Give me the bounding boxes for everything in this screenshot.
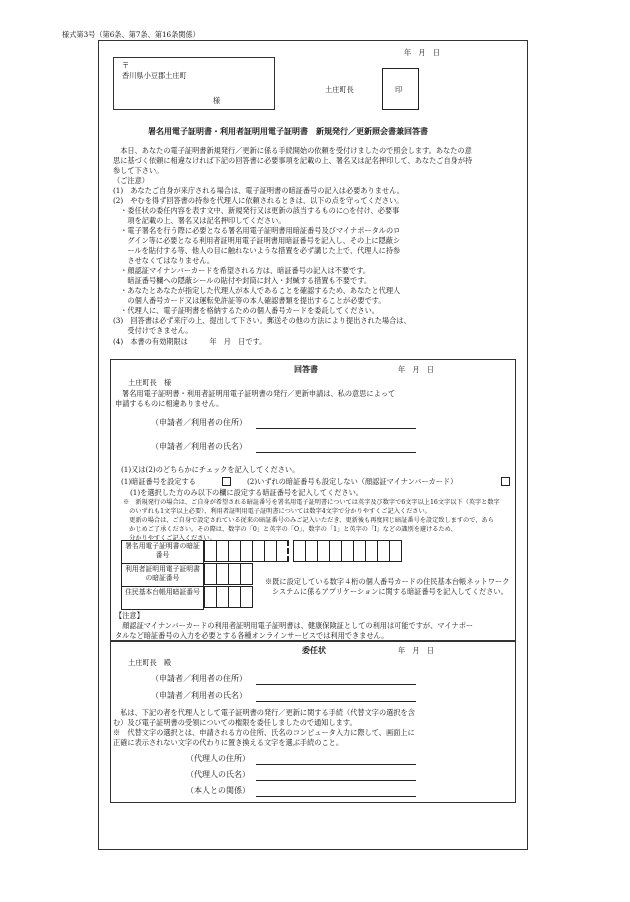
proxy-title: 委任状: [302, 645, 326, 655]
note-line: 暗証番号欄への隠蔽シールの貼付や封筒に封入・封緘する措置も不要です。: [113, 276, 372, 285]
caution-heading: 【注意】: [115, 611, 144, 620]
pin-cell[interactable]: [240, 586, 253, 608]
proxy-address-label: （申請者／利用者の住所）: [151, 674, 247, 683]
proxy-name-field[interactable]: [256, 701, 416, 702]
note-line: 受付けできません。: [113, 326, 193, 335]
juki-note-1: ※既に設定している数字４桁の個人番号カードの住民基本台帳ネットワーク: [265, 577, 510, 586]
proxy-name-label: （申請者／利用者の氏名）: [151, 691, 247, 700]
note-line: ・委任状の委任内容を表す文中、新規発行又は更新の該当するものに○を付け、必要事: [113, 206, 400, 215]
note-line: (1) あなたご自身が来庁される場合は、電子証明書の暗証番号の記入は必要ありません。: [113, 186, 404, 195]
note-line: (2) やむを得ず回答書の持参を代理人に依頼されるときは、以下の点を守ってください。: [113, 196, 404, 205]
note-line: (4) 本書の有効期限は 年 月 日です。: [113, 337, 267, 346]
juki-note-2: システムに係るアプリケーションに関する暗証番号を記入してください。: [272, 587, 508, 596]
proxy-text: 私は、下記の者を代理人として電子証明書の発行／更新に関する手続（代替文字の選択を含: [113, 708, 415, 717]
pin-note: ※ 新規発行の場合は、ご自身が希望される暗証番号を署名用電子証明書については英字及び数字で6文字以上16文字以下（英字と数字: [123, 499, 500, 506]
address-text: 香川県小豆郡土庄町: [122, 71, 187, 80]
proxy-date: 年 月 日: [398, 646, 434, 655]
applicant-name-label: （申請者／利用者の氏名）: [151, 442, 247, 451]
pin-row-label-juki: 住民基本台帳用暗証番号: [121, 586, 204, 610]
intro-line-1: 本日、あなたの電子証明書新規発行／更新に係る手続開始の依頼を受付けましたので照会します。あなたの意: [113, 146, 472, 155]
note-line: ・あなたとあなたが指定した代理人が本人であることを確認するため、あなたと代理人: [113, 286, 401, 295]
applicant-address-field[interactable]: [256, 428, 416, 429]
header-date: 年 月 日: [404, 48, 440, 57]
relation-field[interactable]: [256, 796, 416, 797]
form-number: 様式第3号（第6条、第7条、第16条関係）: [62, 30, 200, 39]
option-1-checkbox[interactable]: [222, 477, 231, 486]
option-2-checkbox[interactable]: [501, 477, 510, 486]
applicant-name-field[interactable]: [256, 452, 416, 453]
note-line: ・電子署名を行う際に必要となる署名用電子証明書用暗証番号及びマイナポータルのロ: [113, 226, 401, 235]
answer-statement-1: 署名用電子証明書・利用者証明用電子証明書の発行／更新申請は、私の意思によって: [122, 389, 396, 398]
pin-cell[interactable]: [240, 563, 253, 585]
option-1-sub: (1)を選択した方のみ以下の欄に設定する暗証番号を記入してください。: [130, 488, 363, 497]
caution-line-2: タルなど暗証番号の入力を必要とする各種オンラインサービスでは利用できません。: [115, 631, 389, 640]
option-1-label: (1)暗証番号を設定する: [121, 477, 196, 486]
proxy-address-field[interactable]: [256, 684, 416, 685]
agent-name-field[interactable]: [256, 780, 416, 781]
answer-statement-2: 申請するものに相違ありません。: [115, 399, 224, 408]
juki-pin-cells[interactable]: [205, 586, 253, 610]
address-sama: 様: [213, 96, 221, 105]
option-2-label: (2)いずれの暗証番号も設定しない（顔認証マイナンバーカード）: [247, 477, 458, 486]
proxy-addressee: 土庄町長 殿: [128, 658, 172, 667]
check-instruction: (1)又は(2)のどちらかにチェックを記入してください。: [121, 465, 300, 474]
pin-note: 更新の場合は、ご自身で設定されている従来の暗証番号のみご記入いただき、更新後も再度同じ暗証番号を設定致しますので、あら: [123, 517, 494, 524]
pin-row-label-user: 利用者証明用電子証明書の暗証番号: [121, 563, 204, 587]
postal-mark: 〒: [122, 61, 130, 70]
note-line: (3) 回答書は必ず来庁の上、提出して下さい。郵送その他の方法により提出された場合は、: [113, 316, 411, 325]
note-line: グイン等に必要となる利用者証明用電子証明書用暗証番号を記入し、その上に隠蔽シ: [113, 236, 401, 245]
page-title: 署名用電子証明書・利用者証明用電子証明書 新規発行／更新照会書兼回答書: [148, 126, 428, 136]
pin-note: 分かりやすくご記入ください。: [123, 535, 216, 542]
note-line: の個人番号カード又は運転免許証等の本人確認書類を提出することが必要です。: [113, 296, 386, 305]
proxy-text: む）及び電子証明書の受領についての権限を委任しましたので通知します。: [113, 718, 357, 727]
intro-line-3: 参して下さい。: [113, 166, 164, 175]
address-box: [113, 57, 275, 110]
issuer-name: 土庄町長: [325, 85, 354, 94]
note-line: ールを貼付する等、他人の目に触れないような措置を必ず講じた上で、代理人に持参: [113, 246, 401, 255]
caution-line-1: 顔認証マイナンバーカードの利用者証明用電子証明書は、健康保険証としての利用は可能ですが、マイナポー: [115, 621, 474, 630]
pin-cell[interactable]: [389, 540, 402, 562]
pin-row-label-signature: 署名用電子証明書の暗証番号: [121, 540, 204, 564]
seal-label: 印: [395, 85, 403, 94]
notes-heading: （ご注意）: [113, 176, 149, 185]
user-pin-cells[interactable]: [205, 563, 253, 587]
pin-cell[interactable]: [276, 540, 289, 562]
agent-name-label: （代理人の氏名）: [186, 770, 250, 779]
intro-line-2: 思に基づく依頼に相違なければ下記の回答書に必要事項を記載の上、署名又は記名押印して、あなたご自身が持: [113, 156, 473, 165]
proxy-text: ※ 代替文字の選択とは、申請される方の住所、氏名のコンピュータ入力に際して、画面上に: [113, 728, 415, 737]
note-line: ・顔認証マイナンバーカードを希望される方は、暗証番号の記入は不要です。: [113, 266, 371, 275]
relation-label: （本人との関係）: [186, 786, 250, 795]
pin-note: のいずれも1文字以上必要）、利用者証明用電子証明書については数字4文字で分かりやすくご記入ください。: [123, 508, 431, 515]
answer-addressee: 土庄町長 様: [128, 378, 172, 387]
proxy-text: 正確に表示されない文字の代わりに置き換える文字を選ぶ手続のこと。: [113, 738, 344, 747]
signature-pin-cells[interactable]: [205, 540, 402, 564]
pin-note: かじめご了承ください。その際は、数字の「0」と英字の「O」、数字の「1」と英字の「I」などの識別を避けるため、: [123, 526, 457, 533]
note-line: ・代理人に、電子証明書を格納するための個人番号カードを委託してください。: [113, 306, 379, 315]
agent-address-label: （代理人の住所）: [186, 754, 250, 763]
note-line: 項を記載の上、署名又は記名押印してください。: [113, 216, 286, 225]
applicant-address-label: （申請者／利用者の住所）: [151, 418, 247, 427]
note-line: させなくてはなりません。: [113, 256, 215, 265]
answer-date: 年 月 日: [398, 365, 434, 374]
answer-title: 回答書: [294, 364, 318, 374]
agent-address-field[interactable]: [256, 764, 416, 765]
